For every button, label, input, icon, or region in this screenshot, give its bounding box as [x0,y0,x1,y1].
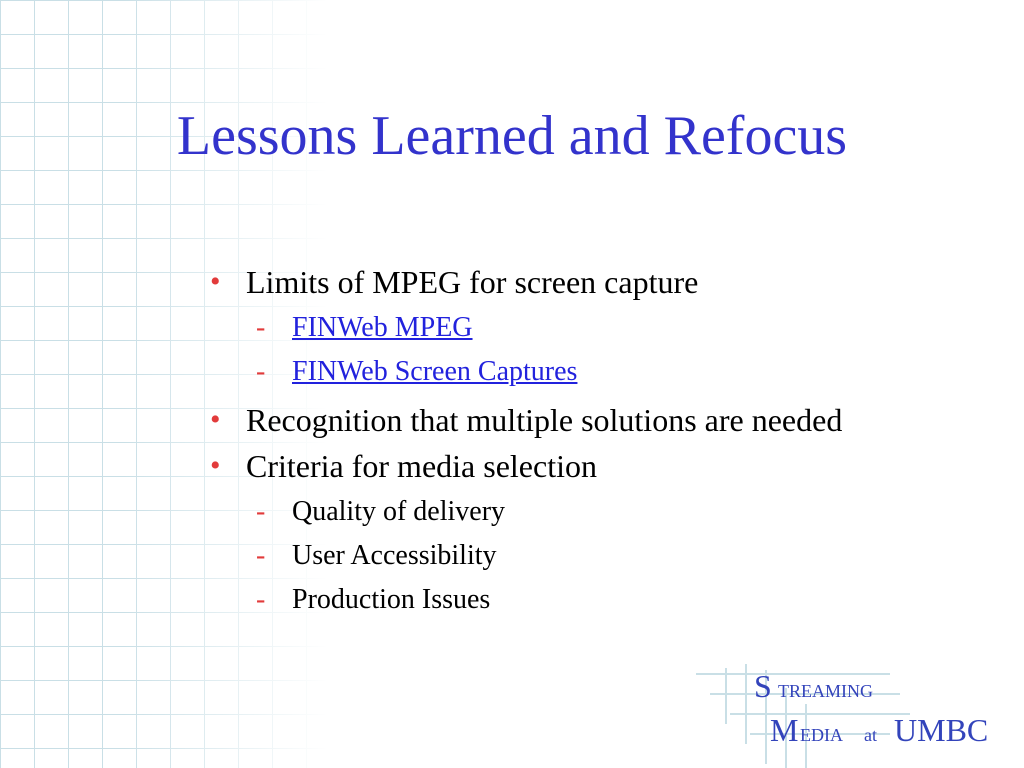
streaming-media-umbc-logo [690,664,1020,768]
dash-marker: - [256,540,266,571]
sub-item-text: Production Issues [292,584,491,615]
bullet-text: Criteria for media selection [246,448,597,484]
dash-marker: - [256,496,266,527]
logo-at: at [864,725,877,745]
finweb-screen-captures-link[interactable]: FINWeb Screen Captures [292,356,578,387]
sub-item [246,578,910,622]
logo-treaming: TREAMING [778,681,873,701]
bullet-item [210,446,910,622]
bullet-list [210,262,910,628]
dash-marker: - [256,356,266,387]
logo-s: S [754,668,772,704]
sub-item-text: Quality of delivery [292,496,506,527]
sub-item [246,490,910,534]
slide-title: Lessons Learned and Refocus [176,105,848,167]
bullet-text: Recognition that multiple solutions are needed [246,402,843,438]
logo-umbc: UMBC [894,712,989,748]
sub-item [246,306,910,350]
bullet-marker: • [210,265,221,298]
dash-marker: - [256,312,266,343]
sub-item-text: User Accessibility [292,540,497,571]
bullet-marker: • [210,403,221,436]
bullet-marker: • [210,449,221,482]
sub-item [246,534,910,578]
sub-item [246,350,910,394]
dash-marker: - [256,584,266,615]
logo-m: M [770,712,799,748]
finweb-mpeg-link[interactable]: FINWeb MPEG [292,312,473,343]
bullet-text: Limits of MPEG for screen capture [246,264,699,300]
bullet-item [210,400,910,440]
sub-list [246,306,910,394]
logo-edia: EDIA [800,725,843,745]
bullet-item [210,262,910,394]
sub-list [246,490,910,622]
